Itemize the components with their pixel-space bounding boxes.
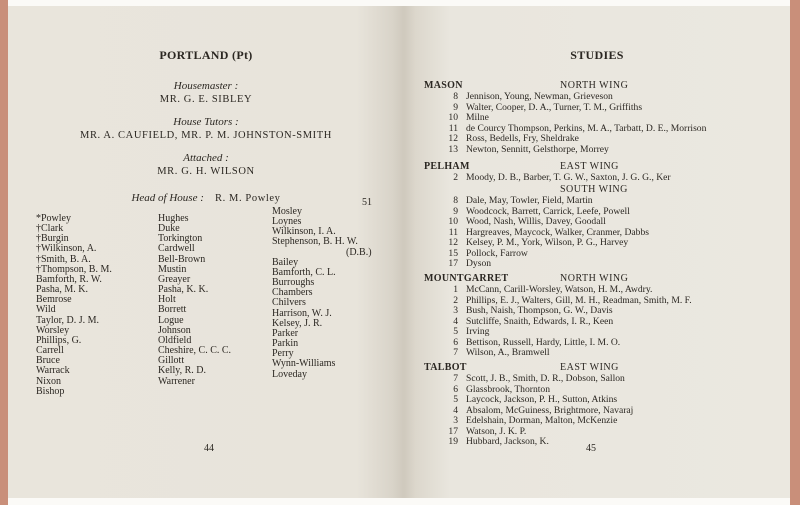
list-item: Kelsey, J. R. (272, 317, 323, 329)
study-occupants: Ross, Bedells, Fry, Sheldrake (466, 133, 579, 144)
wing-label: NORTH WING (560, 80, 629, 91)
study-row (424, 415, 790, 425)
list-item: (D.B.) (346, 246, 372, 258)
study-row (424, 426, 790, 436)
study-row (424, 206, 790, 216)
study-number: 13 (448, 143, 458, 155)
study-row (424, 337, 790, 347)
list-item: Oldfield (158, 334, 192, 346)
list-item: Worsley (36, 324, 70, 336)
list-item: †Wilkinson, A. (36, 243, 97, 255)
wing-label: EAST WING (560, 161, 619, 172)
list-item: Bruce (36, 355, 60, 367)
study-occupants: de Courcy Thompson, Perkins, M. A., Tarbatt, D. E., Morrison (466, 122, 707, 134)
wing-label: SOUTH WING (560, 184, 628, 195)
study-occupants: Wilson, A., Bramwell (466, 347, 550, 358)
study-row (424, 394, 790, 404)
study-row (424, 172, 790, 182)
study-number: 2 (453, 172, 458, 183)
list-item: Taylor, D. J. M. (36, 314, 100, 326)
list-item: Bishop (36, 385, 65, 397)
house-name: MOUNTGARRET (424, 273, 509, 284)
study-number: 12 (448, 133, 458, 144)
study-occupants: Glassbrook, Thornton (466, 383, 551, 395)
study-occupants: Walter, Cooper, D. A., Turner, T. M., Griffiths (466, 101, 643, 113)
study-occupants: Woodcock, Barrett, Carrick, Leefe, Powell (466, 205, 630, 217)
study-row (424, 227, 790, 237)
study-number: 11 (448, 122, 458, 134)
list-item: Chilvers (272, 297, 306, 309)
tutors-names: MR. A. CAUFIELD, MR. P. M. JOHNSTON-SMITH (80, 130, 332, 141)
study-number: 17 (448, 425, 458, 437)
list-item: Burroughs (272, 277, 315, 289)
study-row (424, 326, 790, 336)
study-number: 7 (453, 373, 458, 384)
head-name: R. M. Powley (214, 193, 281, 204)
study-number: 5 (453, 326, 458, 337)
list-item: Bamforth, C. L. (272, 266, 336, 278)
cover-edge-left (0, 0, 8, 505)
list-item: Loynes (272, 216, 302, 228)
list-item: Kelly, R. D. (158, 365, 206, 377)
study-occupants: Sutcliffe, Snaith, Edwards, I. R., Keen (466, 315, 614, 327)
study-occupants: Kelsey, P. M., York, Wilson, P. G., Harvey (466, 237, 629, 248)
head-label: Head of House : (131, 192, 204, 204)
list-item: Stephenson, B. H. W. (272, 236, 358, 248)
study-number: 10 (448, 216, 458, 227)
list-item: Bailey (272, 256, 299, 268)
list-item: Bamforth, R. W. (36, 273, 102, 285)
study-row (424, 373, 790, 383)
list-item: †Clark (36, 223, 64, 235)
list-item: Pasha, M. K. (36, 284, 88, 296)
study-occupants: Scott, J. B., Smith, D. R., Dobson, Sallon (466, 373, 625, 384)
study-row (424, 133, 790, 143)
list-item: Perry (272, 348, 294, 360)
study-number: 6 (453, 336, 458, 348)
house-header (424, 80, 790, 91)
study-number: 11 (448, 226, 458, 238)
list-item: Nixon (36, 375, 61, 387)
study-row (424, 102, 790, 112)
study-row (424, 305, 790, 315)
study-occupants: Hargreaves, Maycock, Walker, Cranmer, Dabbs (466, 226, 649, 238)
list-item: Mustin (158, 263, 187, 275)
studies-title: STUDIES (570, 48, 624, 62)
study-row (424, 384, 790, 394)
study-row (424, 258, 790, 268)
list-item: Pasha, K. K. (158, 284, 209, 296)
study-number: 15 (448, 247, 458, 259)
house-name: PELHAM (424, 161, 470, 172)
study-row (424, 436, 790, 446)
study-occupants: Wood, Nash, Willis, Davey, Goodall (466, 216, 606, 227)
study-row (424, 91, 790, 101)
house-title: PORTLAND (Pt) (159, 48, 253, 62)
list-item: Johnson (158, 324, 191, 336)
page-number-left: 44 (204, 443, 214, 454)
tutors-label: House Tutors : (173, 116, 239, 128)
housemaster-name: MR. G. E. SIBLEY (159, 94, 253, 105)
list-item: Bemrose (36, 294, 72, 306)
page-number-right: 45 (586, 443, 596, 454)
study-row (424, 216, 790, 226)
study-row (424, 405, 790, 415)
list-item: Warrener (158, 375, 195, 387)
study-occupants: Bettison, Russell, Hardy, Little, I. M. O. (466, 336, 621, 348)
list-item: Bell-Brown (158, 253, 206, 265)
list-item: Harrison, W. J. (272, 307, 332, 319)
study-occupants: Jennison, Young, Newman, Grieveson (466, 91, 613, 102)
list-item: †Thompson, B. M. (36, 263, 112, 275)
list-item: Cheshire, C. C. C. (158, 345, 232, 357)
study-number: 6 (453, 383, 458, 395)
study-occupants: Moody, D. B., Barber, T. G. W., Saxton, J. G. G., Ker (466, 172, 671, 183)
list-item: Torkington (158, 233, 203, 245)
house-name: MASON (424, 80, 463, 91)
housemaster-label: Housemaster : (173, 80, 239, 92)
study-occupants: Pollock, Farrow (466, 247, 528, 259)
list-item: Duke (158, 223, 180, 235)
study-row (424, 316, 790, 326)
wing-header (424, 184, 790, 195)
study-number: 17 (448, 258, 458, 269)
list-item: Warrack (36, 365, 70, 377)
study-number: 3 (453, 305, 458, 316)
study-number: 9 (453, 101, 458, 113)
study-number: 8 (453, 195, 458, 206)
house-header (424, 362, 790, 373)
study-row (424, 144, 790, 154)
right-page (404, 6, 790, 498)
list-item: Greayer (158, 273, 191, 285)
list-item: Parker (272, 327, 299, 339)
list-item: Mosley (272, 206, 302, 217)
study-occupants: Edelshain, Dorman, Malton, McKenzie (466, 415, 618, 426)
study-number: 10 (448, 112, 458, 123)
list-item: Hughes (158, 213, 189, 224)
list-item: Wynn-Williams (272, 358, 336, 370)
study-number: 8 (453, 91, 458, 102)
study-occupants: Dale, May, Towler, Field, Martin (466, 195, 593, 206)
study-row (424, 295, 790, 305)
study-occupants: McCann, Carill-Worsley, Watson, H. M., Awdry. (466, 284, 653, 295)
list-item: Loveday (272, 368, 307, 380)
study-row (424, 237, 790, 247)
study-row (424, 248, 790, 258)
study-occupants: Irving (466, 326, 490, 337)
head-of-house-line (8, 186, 404, 205)
list-item: Chambers (272, 287, 313, 299)
list-item: Borrett (158, 304, 187, 316)
attached-label: Attached : (183, 152, 229, 164)
study-occupants: Dyson (466, 258, 492, 269)
list-item: Holt (158, 294, 176, 306)
study-number: 7 (453, 347, 458, 358)
study-number: 5 (453, 394, 458, 405)
study-number: 2 (453, 294, 458, 306)
study-number: 9 (453, 205, 458, 217)
list-item: Cardwell (158, 243, 195, 255)
study-occupants: Milne (466, 112, 489, 123)
study-row (424, 123, 790, 133)
study-occupants: Watson, J. K. P. (466, 425, 527, 437)
attached-name: MR. G. H. WILSON (157, 166, 255, 177)
study-number: 3 (453, 415, 458, 426)
list-item: Carrell (36, 345, 64, 357)
list-item: Wilkinson, I. A. (272, 226, 336, 238)
wing-label: EAST WING (560, 362, 619, 373)
study-occupants: Newton, Sennitt, Gelsthorpe, Morrey (466, 143, 609, 155)
house-name: TALBOT (424, 362, 467, 373)
name-column-3 (272, 207, 372, 380)
study-number: 12 (448, 237, 458, 248)
list-item: Gillott (158, 355, 185, 367)
study-occupants: Bush, Naish, Thompson, G. W., Davis (466, 305, 613, 316)
list-item: †Smith, B. A. (36, 253, 91, 265)
list-item: Wild (36, 304, 56, 316)
study-occupants: Absalom, McGuiness, Brightmore, Navaraj (466, 404, 634, 416)
study-number: 19 (448, 436, 458, 447)
study-number: 1 (453, 284, 458, 295)
name-column-1 (36, 214, 112, 397)
study-occupants: Phillips, E. J., Walters, Gill, M. H., Readman, Smith, M. F. (466, 294, 692, 306)
study-occupants: Laycock, Jackson, P. H., Sutton, Atkins (466, 394, 618, 405)
study-row (424, 284, 790, 294)
name-column-2 (158, 214, 231, 387)
list-item: Parkin (272, 338, 299, 350)
wing-label: NORTH WING (560, 273, 629, 284)
cover-edge-right (790, 0, 800, 505)
list-item: Logue (158, 314, 184, 326)
left-page (8, 6, 404, 498)
house-header (424, 161, 790, 172)
study-row (424, 195, 790, 205)
house-header (424, 273, 790, 284)
study-row (424, 347, 790, 357)
study-number: 4 (453, 315, 458, 327)
list-item: Phillips, G. (36, 334, 82, 346)
study-number: 4 (453, 404, 458, 416)
list-item: †Burgin (36, 233, 69, 245)
list-item: *Powley (36, 213, 71, 224)
study-row (424, 112, 790, 122)
marginal-number: 51 (362, 197, 372, 208)
study-occupants: Hubbard, Jackson, K. (466, 436, 549, 447)
